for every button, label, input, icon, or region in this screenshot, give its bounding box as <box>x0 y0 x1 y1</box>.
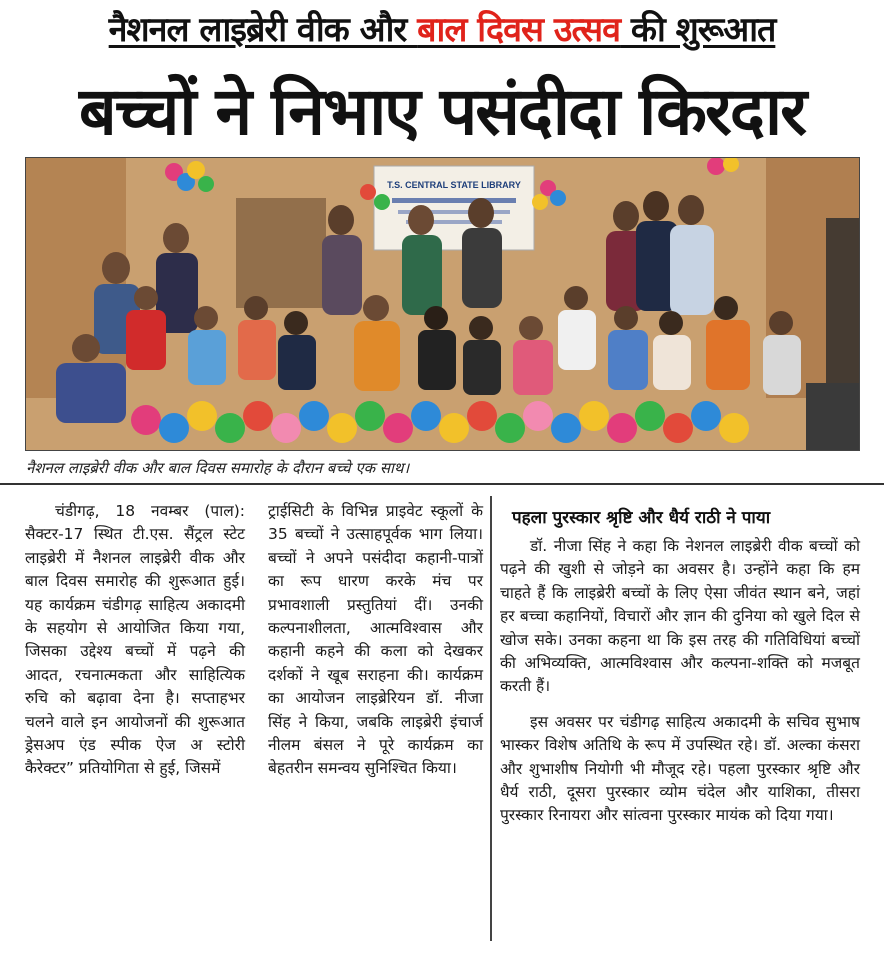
event-photo <box>25 157 860 451</box>
kicker-part-2-highlight: बाल दिवस उत्सव <box>417 10 621 50</box>
column-3-paragraph-1: डॉ. नीजा सिंह ने कहा कि नेशनल लाइब्रेरी वीक बच्चों को पढ़ने की खुशी से जोड़ने का अवसर है। उन्होंने कहा कि हम चाहते हैं कि लाइब्रेरी बच्चों के लिए ऐसा जीवंत स्थान बने, जहां हर बच्चा कहानियों, विचारों और ज्ञान की दुनिया को खुले दिल से खोज सके। उनका कहना था कि इस तरह की गतिविधियां बच्चों की अभिव्यक्ति, आत्मविश्वास और कल्पना-शक्ति को मजबूत करती हैं। <box>500 537 860 696</box>
banner-text: T.S. CENTRAL STATE LIBRARY <box>387 180 521 190</box>
article-column-3 <box>500 535 860 828</box>
photo-caption: नैशनल लाइब्रेरी वीक और बाल दिवस समारोह के दौरान बच्चे एक साथ। <box>26 459 410 477</box>
column-2-paragraph: ट्राईसिटी के विभिन्न प्राइवेट स्कूलों के 35 बच्चों ने उत्साहपूर्वक भाग लिया। बच्चों ने अपने पसंदीदा कहानी-पात्रों का रूप धारण करके मंच पर प्रभावशाली प्रस्तुतियां दीं। उनकी कल्पनाशीलता, आत्मविश्वास और कहानी कहने की कला को देखकर दर्शकों ने खूब सराहना की। कार्यक्रम का आयोजन लाइब्रेरियन डॉ. नीजा सिंह ने किया, जबकि लाइब्रेरी इंचार्ज नीलम बंसल ने पूरे कार्यक्रम का बेहतरीन समन्वय सुनिश्चित किया। <box>268 502 483 778</box>
group-photo-illustration <box>26 158 859 450</box>
article-column-1 <box>25 500 245 781</box>
kicker-part-3: की शुरूआत <box>620 10 776 50</box>
kicker-headline <box>0 6 884 54</box>
column-divider <box>490 496 492 941</box>
article-column-2 <box>268 500 483 781</box>
main-headline: बच्चों ने निभाए पसंदीदा किरदार <box>78 73 806 150</box>
column-3-subheading: पहला पुरस्कार श्रृष्टि और धैर्य राठी ने पाया <box>512 508 771 528</box>
column-1-paragraph: चंडीगढ़, 18 नवम्बर (पाल): सैक्टर-17 स्थित टी.एस. सैंट्रल स्टेट लाइब्रेरी में नैशनल लाइब्रेरी वीक और बाल दिवस समारोह की शुरूआत हुई। यह कार्यक्रम चंडीगढ़ साहित्य अकादमी के सहयोग से आयोजित किया गया, जिसका उद्देश्य बच्चों में पढ़ने की आदत, रचनात्मकता और साहित्यिक रुचि को बढ़ावा देना है। सप्ताहभर चलने वाले इन आयोजनों की शुरूआत ड्रेसअप एंड स्पीक ऐज अ स्टोरी कैरेक्टर” प्रतियोगिता से हुई, जिसमें <box>25 502 245 778</box>
kicker-part-1: नैशनल लाइब्रेरी वीक और <box>108 10 418 50</box>
column-3-paragraph-2: इस अवसर पर चंडीगढ़ साहित्य अकादमी के सचिव सुभाष भास्कर विशेष अतिथि के रूप में उपस्थित रहे। डॉ. अल्का कंसरा और शुभाशीष नियोगी भी मौजूद रहे। पहला पुरस्कार श्रृष्टि और धैर्य राठी, दूसरा पुरस्कार व्योम चंदेल और याशिका, तीसरा पुरस्कार रिनायरा और सांत्वना पुरस्कार मायंक को दिया गया। <box>500 712 860 825</box>
section-divider <box>0 483 884 485</box>
